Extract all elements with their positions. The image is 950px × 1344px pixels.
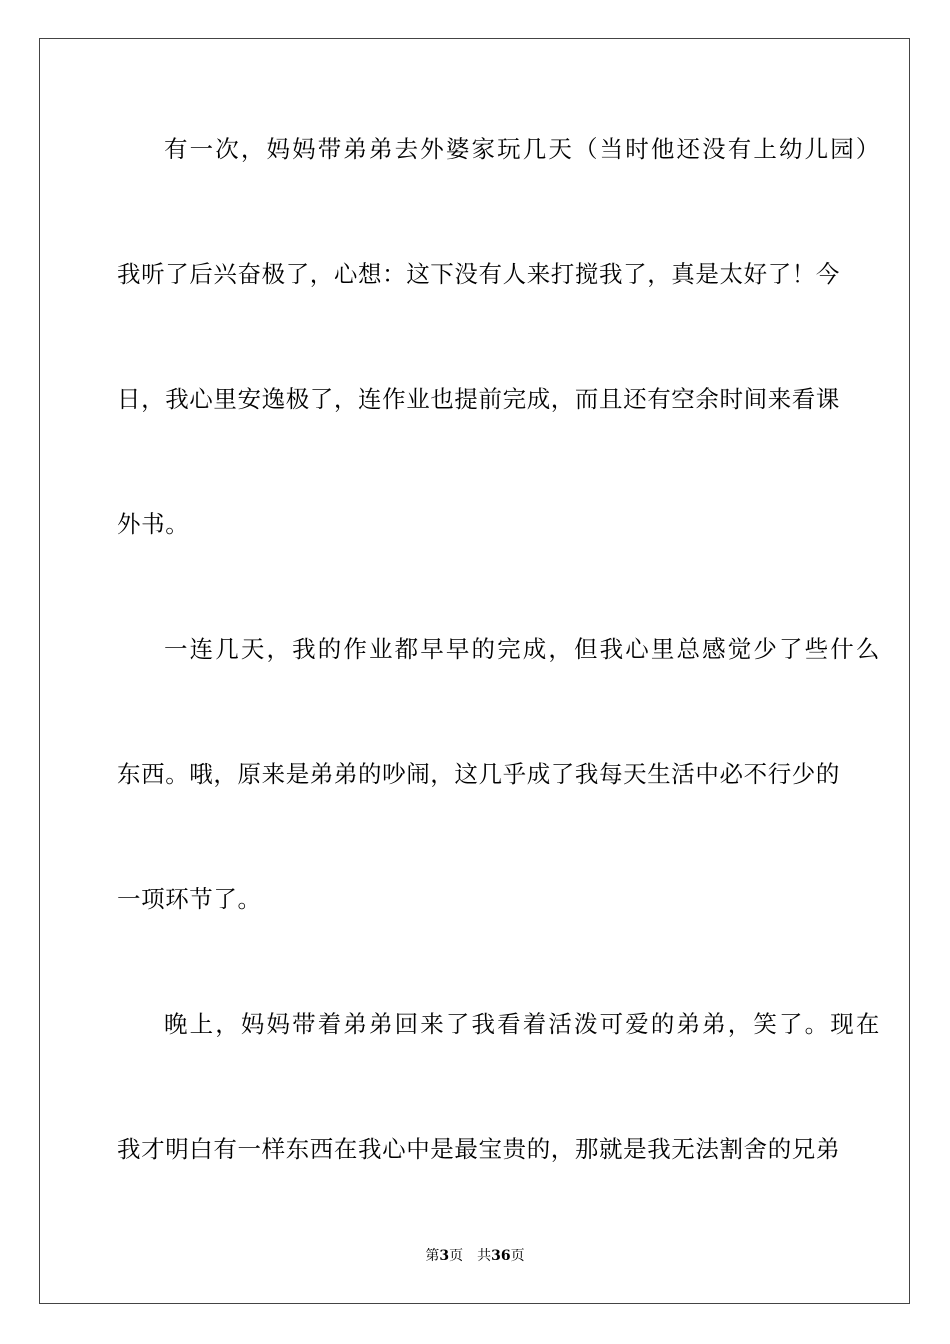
paragraph-2-line-2: 日，我心里安逸极了，连作业也提前完成，而且还有空余时间来看课 — [117, 385, 840, 413]
page-border — [39, 38, 910, 1304]
paragraph-3-line-3: 一项环节了。 — [117, 885, 262, 913]
page-prefix: 第 — [425, 1248, 440, 1264]
paragraph-3-line-2: 东西。哦，原来是弟弟的吵闹，这几乎成了我每天生活中必不行少的 — [117, 760, 840, 788]
page-footer — [0, 1247, 950, 1265]
paragraph-2-line-3: 外书。 — [117, 510, 190, 538]
paragraph-2-line-1: 我听了后兴奋极了，心想：这下没有人来打搅我了，真是太好了！今 — [117, 260, 840, 288]
total-suffix: 页 — [510, 1248, 525, 1264]
total-prefix: 共 — [477, 1248, 492, 1264]
total-pages: 36 — [491, 1248, 511, 1264]
page-suffix: 页 — [449, 1248, 464, 1264]
paragraph-4-line-2: 我才明白有一样东西在我心中是最宝贵的，那就是我无法割舍的兄弟 — [117, 1135, 840, 1163]
page-number: 3 — [439, 1248, 450, 1264]
paragraph-4-line-1: 晚上，妈妈带着弟弟回来了我看着活泼可爱的弟弟，笑了。现在 — [164, 1010, 880, 1038]
paragraph-1-line-1: 有一次，妈妈带弟弟去外婆家玩几天（当时他还没有上幼儿园） — [164, 135, 880, 163]
paragraph-3-line-1: 一连几天，我的作业都早早的完成，但我心里总感觉少了些什么 — [164, 635, 880, 663]
